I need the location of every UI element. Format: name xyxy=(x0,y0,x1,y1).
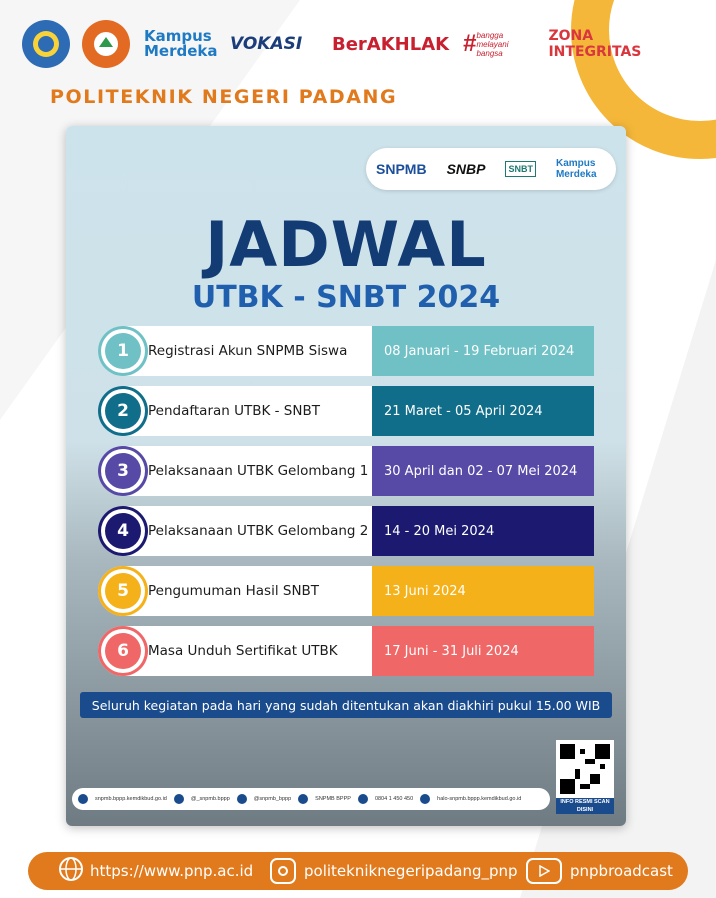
contact-tiktok: @snpmb_bppp xyxy=(253,796,292,802)
activity-label: Pelaksanaan UTBK Gelombang 1 xyxy=(122,446,372,496)
poster-subtitle: UTBK - SNBT 2024 xyxy=(191,280,501,315)
youtube-text: pnpbroadcast xyxy=(570,862,673,880)
bangga-text: bangga melayani bangsa xyxy=(476,30,509,58)
contact-bar xyxy=(72,788,550,810)
closing-time-note: Seluruh kegiatan pada hari yang sudah ditentukan akan diakhiri pukul 15.00 WIB xyxy=(80,692,612,718)
qr-code-icon xyxy=(560,744,610,794)
poster-title: JADWAL xyxy=(205,208,487,281)
contact-phone: 0804 1 450 450 xyxy=(374,796,414,802)
activity-label: Masa Unduh Sertifikat UTBK xyxy=(122,626,372,676)
footer-bar xyxy=(28,852,688,890)
header-logos xyxy=(22,14,642,74)
instagram-icon xyxy=(174,794,184,804)
mail-icon xyxy=(420,794,430,804)
website-link[interactable] xyxy=(58,856,253,886)
activity-date: 21 Maret - 05 April 2024 xyxy=(372,386,594,436)
step-number: 1 xyxy=(105,333,141,369)
schedule-row xyxy=(98,566,594,616)
vokasi-logo xyxy=(230,34,304,54)
activity-date: 30 April dan 02 - 07 Mei 2024 xyxy=(372,446,594,496)
schedule-row xyxy=(98,506,594,556)
instagram-text: politekniknegeripadang_pnp xyxy=(304,862,518,880)
vokasi-text: VOKASI xyxy=(230,34,303,54)
step-number: 3 xyxy=(105,453,141,489)
kampus-merdeka-logo xyxy=(144,29,216,59)
sponsor-snpmb: SNPMB xyxy=(376,161,427,177)
activity-label: Pengumuman Hasil SNBT xyxy=(122,566,372,616)
schedule-row xyxy=(98,386,594,436)
contact-helpdesk: halo-snpmb.bppp.kemdikbud.go.id xyxy=(437,796,522,802)
zona-integritas-text: ZONA INTEGRITAS xyxy=(548,28,642,60)
contact-facebook: SNPMB BPPP xyxy=(315,796,351,802)
facebook-icon xyxy=(298,794,308,804)
sponsor-snbp: SNBP xyxy=(446,161,486,177)
bangga-melayani-logo xyxy=(463,30,520,58)
play-icon xyxy=(526,858,562,884)
step-number-ring xyxy=(98,626,148,676)
schedule-row xyxy=(98,446,594,496)
sponsor-snbt: SNBT xyxy=(505,161,536,177)
qr-code-box[interactable] xyxy=(556,740,614,814)
step-number-ring xyxy=(98,446,148,496)
tut-wuri-logo-icon xyxy=(22,20,70,68)
page-title: POLITEKNIK NEGERI PADANG xyxy=(50,86,398,108)
hashtag-icon: # xyxy=(463,30,477,57)
zona-integritas-logo xyxy=(548,28,642,60)
activity-date: 13 Juni 2024 xyxy=(372,566,594,616)
berakhlak-logo xyxy=(332,34,449,55)
activity-date: 17 Juni - 31 Juli 2024 xyxy=(372,626,594,676)
qr-label: INFO RESMI SCAN DISINI xyxy=(556,798,614,814)
web-icon xyxy=(78,794,88,804)
instagram-icon xyxy=(270,858,296,884)
activity-date: 14 - 20 Mei 2024 xyxy=(372,506,594,556)
step-number: 5 xyxy=(105,573,141,609)
activity-label: Pendaftaran UTBK - SNBT xyxy=(122,386,372,436)
step-number: 2 xyxy=(105,393,141,429)
schedule-poster xyxy=(66,126,626,826)
youtube-link[interactable] xyxy=(526,858,673,884)
phone-icon xyxy=(358,794,368,804)
sponsor-bar xyxy=(366,148,616,190)
activity-label: Pelaksanaan UTBK Gelombang 2 xyxy=(122,506,372,556)
schedule-row xyxy=(98,626,594,676)
berakhlak-text: BerAKHLAK xyxy=(332,33,450,55)
schedule-row xyxy=(98,326,594,376)
step-number-ring xyxy=(98,326,148,376)
contact-web: snpmb.bppp.kemdikbud.go.id xyxy=(95,796,167,802)
activity-date: 08 Januari - 19 Februari 2024 xyxy=(372,326,594,376)
step-number: 4 xyxy=(105,513,141,549)
step-number-ring xyxy=(98,386,148,436)
sponsor-kampus-merdeka: Kampus Merdeka xyxy=(555,158,597,180)
tiktok-icon xyxy=(237,794,247,804)
step-number-ring xyxy=(98,506,148,556)
activity-label: Registrasi Akun SNPMB Siswa xyxy=(122,326,372,376)
pnp-logo-icon xyxy=(82,20,130,68)
website-text: https://www.pnp.ac.id xyxy=(90,862,254,880)
kampus-merdeka-text: Kampus Merdeka xyxy=(144,27,218,60)
instagram-link[interactable] xyxy=(270,858,518,884)
contact-instagram: @_snpmb.bppp xyxy=(190,796,230,802)
globe-icon xyxy=(58,856,84,886)
step-number: 6 xyxy=(105,633,141,669)
step-number-ring xyxy=(98,566,148,616)
